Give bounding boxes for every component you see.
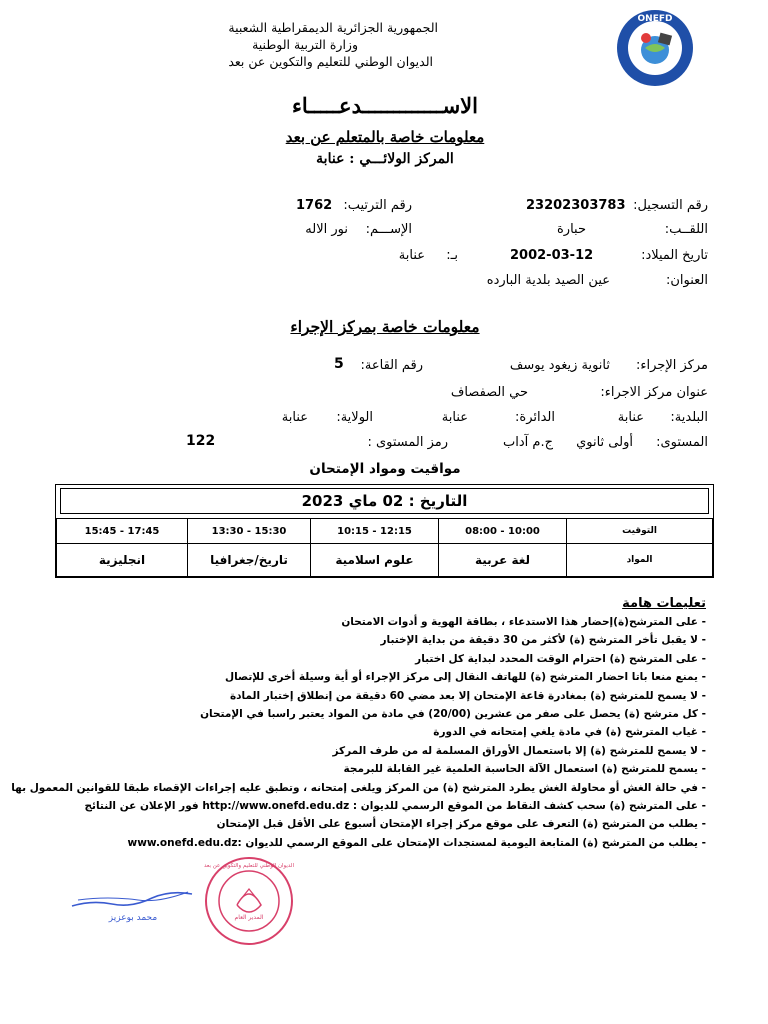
bullet-dash: - [697,781,706,794]
reg-label: رقم التسجيل: [633,198,708,213]
instruction-item [46,800,706,812]
instruction-item [46,837,706,849]
bullet-dash: - [697,671,706,684]
instruction-item [46,726,706,738]
instruction-text: يسمح للمترشح (ة) استعمال الآلة الحاسبة العلمية غير القابلة للبرمجة [343,763,698,776]
page-title: الاســـــــــــــدعـــــاء [292,93,478,118]
instruction-text: لا يسمح للمترشح (ة) بمغادرة قاعة الإمتحان إلا بعد مضي 60 دقيقة من إنطلاق إختبار المادة [229,689,698,702]
instruction-text: في حالة الغش أو محاولة الغش يطرد المترشح (ة) من المركز ويلغى إمتحانه ، وتطبق عليه إجراءات الإقصاء طبقا للقوانين المعمول بها [11,781,698,794]
instruction-item [46,708,706,720]
time-cell: 10:15 - 12:15 [311,519,439,544]
bullet-dash: - [697,800,706,812]
official-stamp [203,855,295,947]
stamp-ring-text: الديوان الوطني للتعليم والتكوين عن بعد [203,863,295,869]
center-address-value: حي الصفصاف [450,385,528,400]
bullet-dash: - [697,616,706,628]
bullet-dash: - [697,744,706,757]
instruction-item [46,634,706,646]
daira-value: عنابة [441,410,468,425]
subject-cell: انجليزية [57,544,188,577]
wilaya-value: عنابة [281,410,308,425]
schedule-grid [56,518,713,577]
center-label: مركز الإجراء: [636,358,708,373]
rank-label: رقم الترتيب: [343,198,412,213]
instruction-item [46,745,706,757]
subject-cell: لغة عربية [439,544,567,577]
commune-label: البلدية: [670,410,708,425]
exam-date: التاريخ : 02 ماي 2023 [60,488,709,514]
birth-label: تاريخ الميلاد: [641,248,708,263]
instruction-text: لا يسمح للمترشح (ة) إلا باستعمال الأوراق المسلمة له من طرف المركز [332,744,698,757]
instruction-text: على المترشح (ة) سحب كشف النقاط من الموقع الرسمي للديوان : http://www.onefd.edu.dz فور الإعلان عن النتائج [84,800,698,812]
instruction-text: يطلب من المترشح (ة) المتابعة اليومية لمستجدات الإمتحان على الموقع الرسمي للديوان :www.onefd.edu.dz [127,836,698,849]
surname-label: اللقــب: [664,222,708,237]
bullet-dash: - [697,652,706,665]
instruction-text: على المترشح(ة)إحضار هذا الاستدعاء ، بطاقة الهوية و أدوات الامتحان [341,616,698,628]
birth-value: 2002-03-12 [510,248,594,263]
header-republic: الجمهورية الجزائرية الديمقراطية الشعبية [228,20,438,35]
signature [68,880,198,925]
instruction-item [46,616,706,628]
instruction-item [46,818,706,830]
time-cell: 13:30 - 15:30 [188,519,311,544]
time-row-label: التوقيت [567,519,713,544]
subject-cell: تاريخ/جغرافيا [188,544,311,577]
level-label: المستوى: [656,435,708,450]
bullet-dash: - [697,763,706,776]
bullet-dash: - [697,634,706,647]
signature-name: محمد بوعزيز [108,913,158,923]
birthplace-value: عنابة [398,248,425,263]
instruction-text: يطلب من المترشح (ة) التعرف على موقع مركز إجراء الإمتحان أسبوع على الأقل قبل الإمتحان [216,818,698,831]
exam-section-heading: معلومات خاصة بمركز الإجراء [290,317,480,336]
address-label: العنوان: [665,273,708,288]
instruction-text: على المترشح (ة) احترام الوقت المحدد لبداية كل اختبار [415,652,698,665]
level-code-value: 122 [186,433,216,449]
instruction-text: كل مترشح (ة) يحصل على صفر من عشرين (20/00) في مادة من المواد يعتبر راسبا في الإمتحان [200,708,698,720]
subject-row-label: المواد [567,544,713,577]
instruction-item [11,781,706,794]
level-value: أولى ثانوي [576,435,633,450]
instruction-text: لا يقبل تأخر المترشح (ة) لأكثر من 30 دقيقة من بداية الإختبار [380,634,698,647]
bullet-dash: - [697,836,706,849]
subject-cell: علوم اسلامية [311,544,439,577]
header-ministry: وزارة التربية الوطنية [252,37,358,52]
stream-value: ج.م آداب [503,435,553,450]
stamp-inner-text: المدير العام [234,914,264,921]
instruction-item [46,671,706,683]
address-value: عين الصيد بلدية البارده [486,273,610,288]
learner-section-heading: معلومات خاصة بالمتعلم عن بعد [285,128,485,146]
instruction-item [46,763,706,775]
onefd-logo [615,8,695,88]
time-cell: 08:00 - 10:00 [439,519,567,544]
subjects-row [57,544,713,577]
header-office: الديوان الوطني للتعليم والتكوين عن بعد [228,54,433,69]
center-value: ثانوية زيغود يوسف [509,358,610,373]
level-code-label: رمز المستوى : [367,435,448,450]
center-address-label: عنوان مركز الاجراء: [600,385,708,400]
time-cell: 15:45 - 17:45 [57,519,188,544]
room-value: 5 [334,356,344,372]
commune-value: عنابة [617,410,644,425]
rank-value: 1762 [296,198,333,213]
daira-label: الدائرة: [515,410,555,425]
instructions-heading: تعليمات هامة [622,596,706,611]
birthplace-label: بـ: [446,248,458,263]
reg-value: 23202303783 [526,198,626,213]
instruction-item [46,690,706,702]
bullet-dash: - [697,818,706,831]
logo-acronym: ONEFD [637,14,673,24]
bullet-dash: - [697,708,706,720]
schedule-table [55,484,714,578]
surname-value: حبارة [556,222,586,237]
bullet-dash: - [697,726,706,739]
times-row [57,519,713,544]
instruction-item [46,653,706,665]
schedule-heading: مواقيت ومواد الإمتحان [309,461,461,477]
bullet-dash: - [697,689,706,702]
name-label: الإســـم: [365,222,412,237]
instruction-text: غياب المترشح (ة) في مادة يلغي إمتحانه في الدورة [433,726,698,739]
room-label: رقم القاعة: [360,358,423,373]
instruction-text: يمنع منعا باتا احضار المترشح (ة) للهاتف النقال إلى مركز الإجراء أو أية وسيلة أخرى للإتصال [224,671,698,684]
wilaya-label: الولاية: [336,410,373,425]
regional-center: المركز الولائـــي : عنابة [316,151,454,167]
name-value: نور الاله [305,222,348,237]
